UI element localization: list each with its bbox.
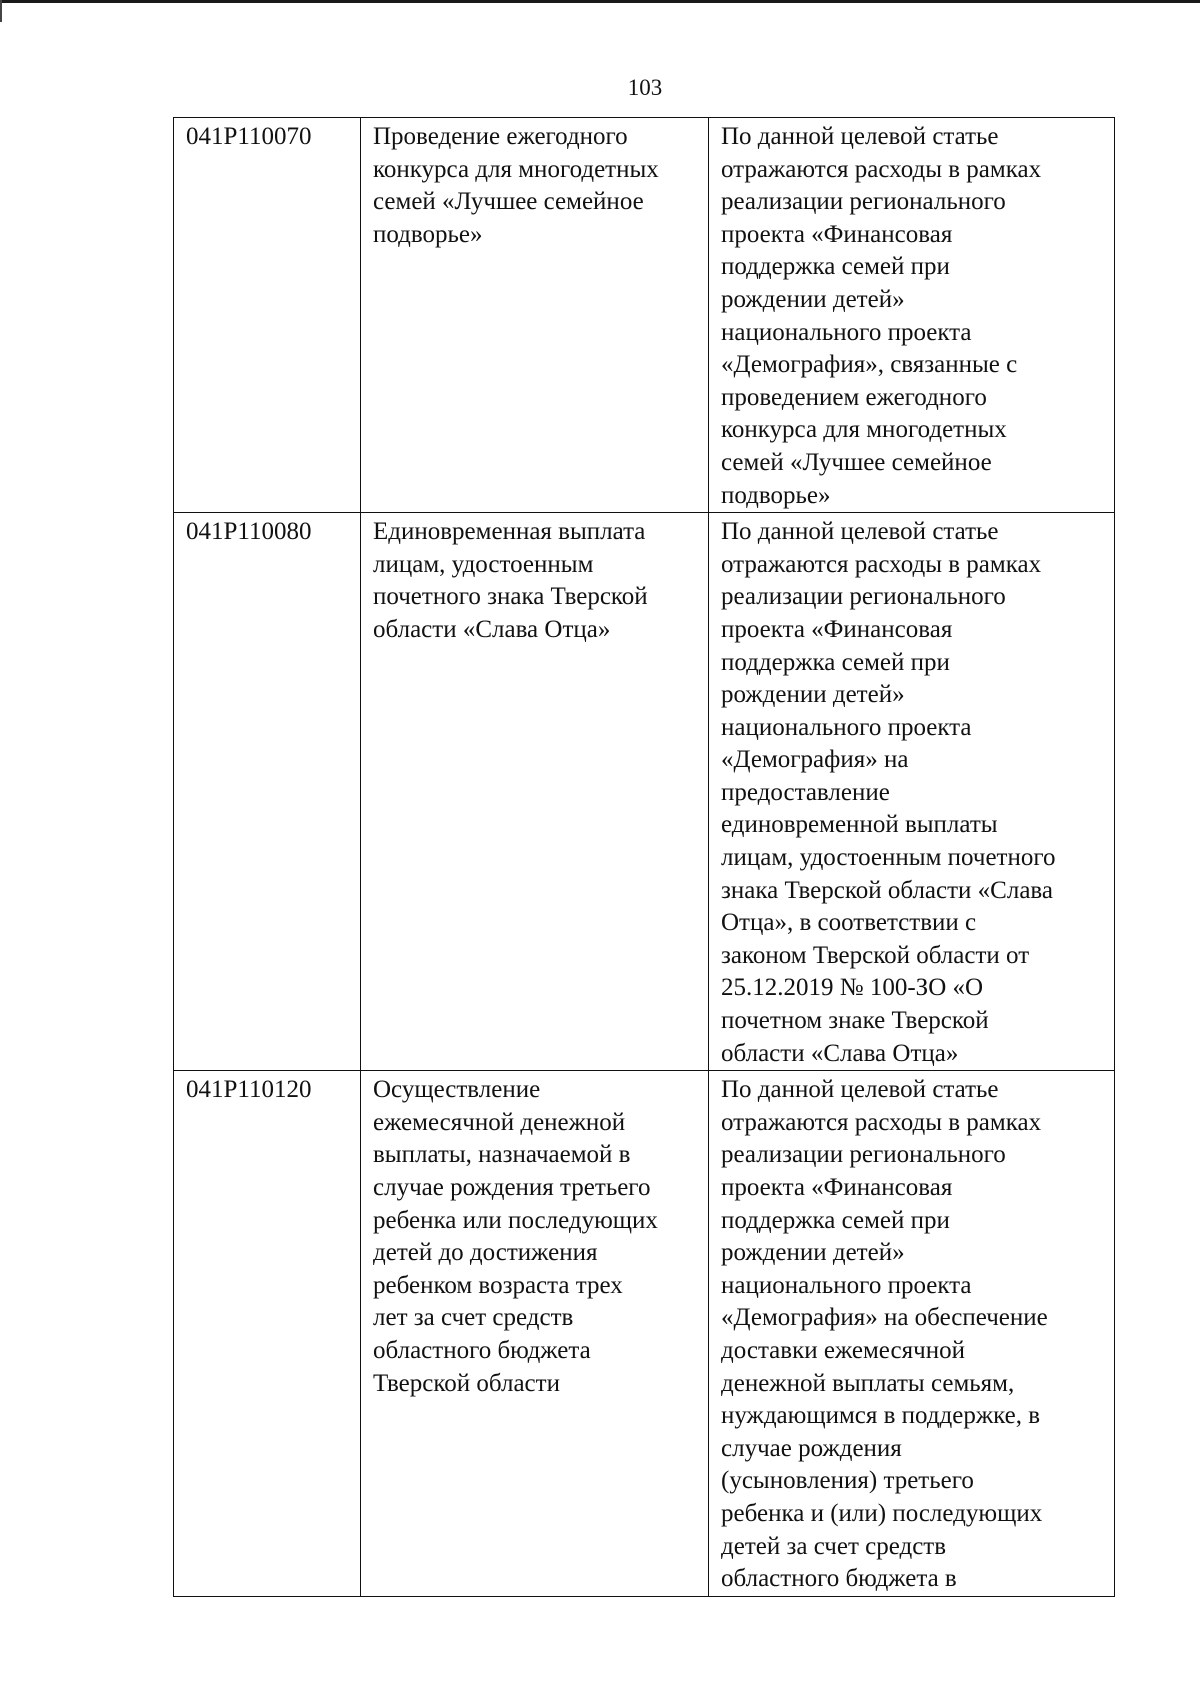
- budget-classification-table: [173, 117, 1115, 1597]
- table-row: [174, 118, 1115, 513]
- page-number: 103: [627, 75, 663, 100]
- target-article-code: 041Р110070: [174, 118, 361, 513]
- table-row: [174, 513, 1115, 1071]
- expense-name: Единовременная выплата лицам, удостоенным почетного знака Тверской области «Слава Отца»: [361, 513, 709, 1071]
- scan-top-border: [0, 0, 1200, 3]
- target-article-code: 041Р110080: [174, 513, 361, 1071]
- expense-description: По данной целевой статье отражаются расходы в рамках реализации регионального проекта «Финансовая поддержка семей при рождении детей» национального проекта «Демография», связанные с проведением ежегодного конкурса для многодетных семей «Лучшее семейное подворье»: [709, 118, 1115, 513]
- scan-left-border: [0, 0, 2, 22]
- target-article-code: 041Р110120: [174, 1071, 361, 1597]
- expense-description: По данной целевой статье отражаются расходы в рамках реализации регионального проекта «Финансовая поддержка семей при рождении детей» национального проекта «Демография» на обеспечение доставки ежемесячной денежной выплаты семьям, нуждающимся в поддержке, в случае рождения (усыновления) третьего ребенка и (или) последующих детей за счет средств областного бюджета в: [709, 1071, 1115, 1597]
- expense-name: Осуществление ежемесячной денежной выплаты, назначаемой в случае рождения третьего ребенка или последующих детей до достижения ребенком возраста трех лет за счет средств областного бюджета Тверской области: [361, 1071, 709, 1597]
- table-row: [174, 1071, 1115, 1597]
- expense-name: Проведение ежегодного конкурса для многодетных семей «Лучшее семейное подворье»: [361, 118, 709, 513]
- expense-description: По данной целевой статье отражаются расходы в рамках реализации регионального проекта «Финансовая поддержка семей при рождении детей» национального проекта «Демография» на предоставление единовременной выплаты лицам, удостоенным почетного знака Тверской области «Слава Отца», в соответствии с законом Тверской области от 25.12.2019 № 100-ЗО «О почетном знаке Тверской области «Слава Отца»: [709, 513, 1115, 1071]
